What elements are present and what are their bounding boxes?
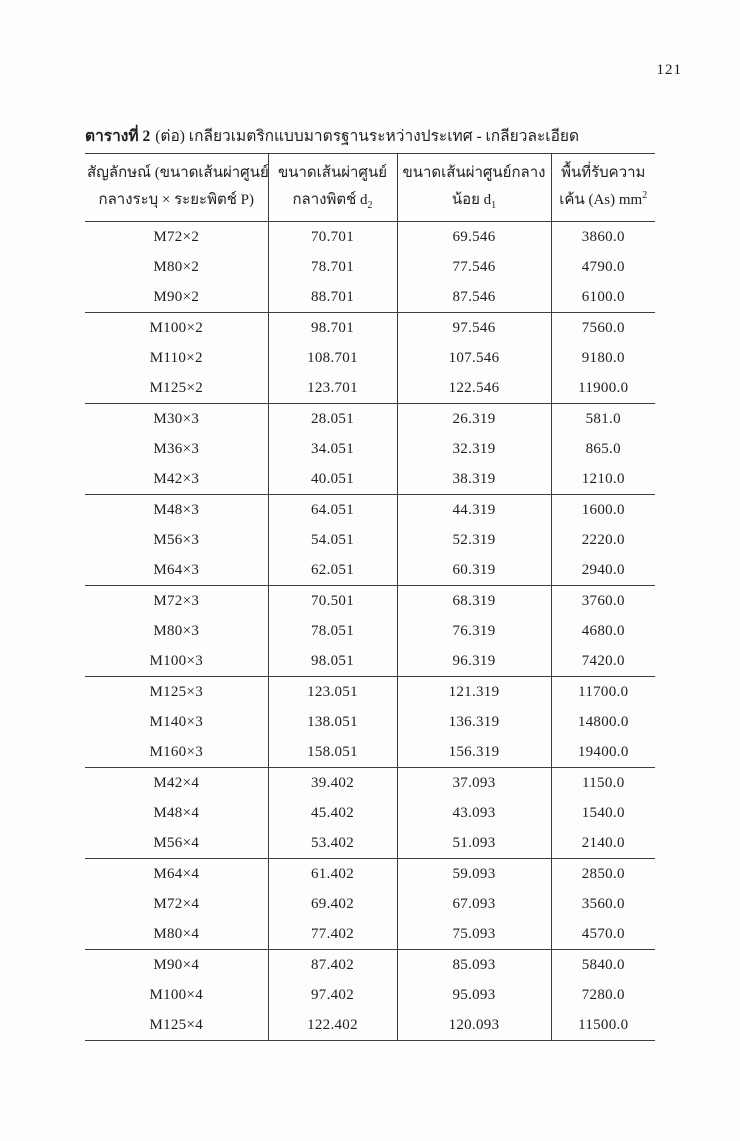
table-cell: 2940.0: [551, 555, 655, 586]
table-cell: 85.093: [397, 950, 551, 981]
table-cell: 78.701: [268, 252, 397, 282]
table-row: [85, 950, 655, 981]
table-cell: 11900.0: [551, 373, 655, 404]
table-cell: M125×3: [149, 684, 204, 700]
header-symbol-line1: สัญลักษณ์ (ขนาดเส้นผ่าศูนย์: [87, 165, 269, 181]
table-row: [85, 222, 655, 253]
header-minor-diameter-symbol: น้อย d: [451, 192, 492, 208]
table-row: [85, 798, 655, 828]
table-cell: 1540.0: [551, 798, 655, 828]
table-cell: 52.319: [397, 525, 551, 555]
table-row: [85, 555, 655, 586]
table-cell: M72×2: [153, 229, 200, 245]
table-cell: 156.319: [397, 737, 551, 768]
table-cell: 158.051: [268, 737, 397, 768]
table-cell: M80×4: [153, 926, 200, 942]
table-row: [85, 919, 655, 950]
table-caption-label: ตารางที่ 2: [85, 128, 151, 145]
table-cell: M48×4: [153, 805, 200, 821]
table-cell: 98.701: [268, 313, 397, 344]
table-cell: 77.546: [397, 252, 551, 282]
table-cell: M42×3: [153, 471, 200, 487]
table-cell: M90×2: [153, 289, 200, 305]
table-cell: 37.093: [397, 768, 551, 799]
table-cell: 26.319: [397, 404, 551, 435]
table-cell: 68.319: [397, 586, 551, 617]
table-cell: 39.402: [268, 768, 397, 799]
table-row: [85, 980, 655, 1010]
table-cell: 97.402: [268, 980, 397, 1010]
table-cell: 107.546: [397, 343, 551, 373]
table-cell: 2850.0: [551, 859, 655, 890]
row-group: [85, 495, 655, 586]
table-cell: 7560.0: [551, 313, 655, 344]
table-cell: M30×3: [153, 411, 200, 427]
table-cell: 2140.0: [551, 828, 655, 859]
table-cell: 3760.0: [551, 586, 655, 617]
table-cell: M64×3: [153, 562, 200, 578]
table-cell: M90×4: [153, 957, 200, 973]
table-cell: M42×4: [153, 775, 200, 791]
table-header: [85, 154, 655, 222]
table-cell: 6100.0: [551, 282, 655, 313]
header-stress-area-line1: พื้นที่รับความ: [561, 165, 646, 181]
table-cell: 1600.0: [551, 495, 655, 526]
table-cell: 69.402: [268, 889, 397, 919]
table-cell: 19400.0: [551, 737, 655, 768]
table-cell: 44.319: [397, 495, 551, 526]
table-cell: M140×3: [149, 714, 204, 730]
table-cell: M80×3: [153, 623, 200, 639]
table-cell: 7280.0: [551, 980, 655, 1010]
header-stress-area: [551, 154, 655, 222]
row-group: [85, 586, 655, 677]
table-cell: 28.051: [268, 404, 397, 435]
table-caption-text: (ต่อ) เกลียวเมตริกแบบมาตรฐานระหว่างประเทศ - เกลียวละเอียด: [155, 128, 580, 145]
header-pitch-diameter-line2: [271, 187, 395, 214]
table-cell: 3860.0: [551, 222, 655, 253]
table-cell: 75.093: [397, 919, 551, 950]
table-cell: M125×4: [149, 1017, 204, 1033]
table-cell: M56×3: [153, 532, 200, 548]
table-cell: M36×3: [153, 441, 200, 457]
table-cell: 97.546: [397, 313, 551, 344]
table-cell: 120.093: [397, 1010, 551, 1041]
table-cell: 38.319: [397, 464, 551, 495]
table-row: [85, 859, 655, 890]
table-cell: 1210.0: [551, 464, 655, 495]
table-cell: 2220.0: [551, 525, 655, 555]
header-minor-diameter-line1: ขนาดเส้นผ่าศูนย์กลาง: [402, 165, 546, 181]
table-row: [85, 616, 655, 646]
table-cell: 70.701: [268, 222, 397, 253]
table-cell: 136.319: [397, 707, 551, 737]
table-cell: 5840.0: [551, 950, 655, 981]
table-cell: 1150.0: [551, 768, 655, 799]
table-cell: 76.319: [397, 616, 551, 646]
table-cell: 96.319: [397, 646, 551, 677]
table-cell: 4570.0: [551, 919, 655, 950]
table-cell: 122.546: [397, 373, 551, 404]
table-cell: 95.093: [397, 980, 551, 1010]
header-pitch-diameter-line1: ขนาดเส้นผ่าศูนย์: [278, 165, 387, 181]
table-cell: M80×2: [153, 259, 200, 275]
table-cell: M48×3: [153, 502, 200, 518]
table-row: [85, 677, 655, 708]
table-row: [85, 737, 655, 768]
table-cell: 78.051: [268, 616, 397, 646]
table-cell: M56×4: [153, 835, 200, 851]
table-cell: 123.051: [268, 677, 397, 708]
table-cell: 32.319: [397, 434, 551, 464]
table-row: [85, 252, 655, 282]
table-cell: 11500.0: [551, 1010, 655, 1041]
table-row: [85, 768, 655, 799]
table-cell: 108.701: [268, 343, 397, 373]
table-row: [85, 828, 655, 859]
table-cell: 123.701: [268, 373, 397, 404]
table-row: [85, 889, 655, 919]
table-row: [85, 525, 655, 555]
table-cell: 45.402: [268, 798, 397, 828]
table-row: [85, 434, 655, 464]
table-caption: [85, 123, 685, 148]
table-cell: M100×2: [149, 320, 204, 336]
table-cell: M110×2: [149, 350, 203, 366]
header-minor-diameter-line2: [400, 187, 549, 214]
table-row: [85, 373, 655, 404]
table-row: [85, 646, 655, 677]
table-cell: 62.051: [268, 555, 397, 586]
table-cell: 87.546: [397, 282, 551, 313]
table-cell: M100×4: [149, 987, 204, 1003]
table-cell: M100×3: [149, 653, 204, 669]
table-cell: 61.402: [268, 859, 397, 890]
table-cell: 54.051: [268, 525, 397, 555]
spec-table: [85, 153, 655, 1041]
header-minor-diameter: [397, 154, 551, 222]
row-group: [85, 859, 655, 950]
page-number: 121: [656, 62, 682, 78]
table-row: [85, 282, 655, 313]
table-row: [85, 586, 655, 617]
table-cell: 138.051: [268, 707, 397, 737]
table-cell: 9180.0: [551, 343, 655, 373]
table-cell: 64.051: [268, 495, 397, 526]
table-cell: 70.501: [268, 586, 397, 617]
table-cell: 98.051: [268, 646, 397, 677]
table-cell: 67.093: [397, 889, 551, 919]
table-cell: M125×2: [149, 380, 204, 396]
row-group: [85, 768, 655, 859]
table-cell: 60.319: [397, 555, 551, 586]
row-group: [85, 222, 655, 313]
header-pitch-diameter-symbol: กลางพิตช์ d: [292, 192, 368, 208]
table-row: [85, 404, 655, 435]
table-cell: 121.319: [397, 677, 551, 708]
table-cell: 69.546: [397, 222, 551, 253]
table-cell: M64×4: [153, 866, 200, 882]
header-symbol-line2: กลางระบุ × ระยะพิตช์ P): [98, 192, 254, 208]
table-row: [85, 313, 655, 344]
table-cell: 3560.0: [551, 889, 655, 919]
table-row: [85, 343, 655, 373]
row-group: [85, 313, 655, 404]
table-cell: M160×3: [149, 744, 204, 760]
table-row: [85, 495, 655, 526]
header-stress-area-unit: เค้น (As) mm: [559, 192, 643, 208]
table-cell: 88.701: [268, 282, 397, 313]
table-cell: M72×4: [153, 896, 200, 912]
table-cell: 581.0: [551, 404, 655, 435]
table-cell: 53.402: [268, 828, 397, 859]
table-cell: 4680.0: [551, 616, 655, 646]
table-cell: 7420.0: [551, 646, 655, 677]
table-cell: 34.051: [268, 434, 397, 464]
row-group: [85, 404, 655, 495]
subscript-2: 2: [367, 200, 373, 211]
table-cell: M72×3: [153, 593, 200, 609]
table-cell: 87.402: [268, 950, 397, 981]
table-cell: 122.402: [268, 1010, 397, 1041]
table-cell: 43.093: [397, 798, 551, 828]
header-symbol: [85, 154, 268, 222]
table-cell: 51.093: [397, 828, 551, 859]
table-cell: 4790.0: [551, 252, 655, 282]
header-stress-area-line2: [554, 187, 654, 214]
header-pitch-diameter: [268, 154, 397, 222]
table-cell: 11700.0: [551, 677, 655, 708]
row-group: [85, 677, 655, 768]
row-group: [85, 950, 655, 1041]
table-row: [85, 464, 655, 495]
table-cell: 77.402: [268, 919, 397, 950]
table-cell: 40.051: [268, 464, 397, 495]
table-cell: 14800.0: [551, 707, 655, 737]
table-row: [85, 1010, 655, 1041]
table-cell: 865.0: [551, 434, 655, 464]
subscript-1: 1: [491, 200, 497, 211]
table-cell: 59.093: [397, 859, 551, 890]
superscript-2: 2: [642, 190, 648, 201]
table-row: [85, 707, 655, 737]
